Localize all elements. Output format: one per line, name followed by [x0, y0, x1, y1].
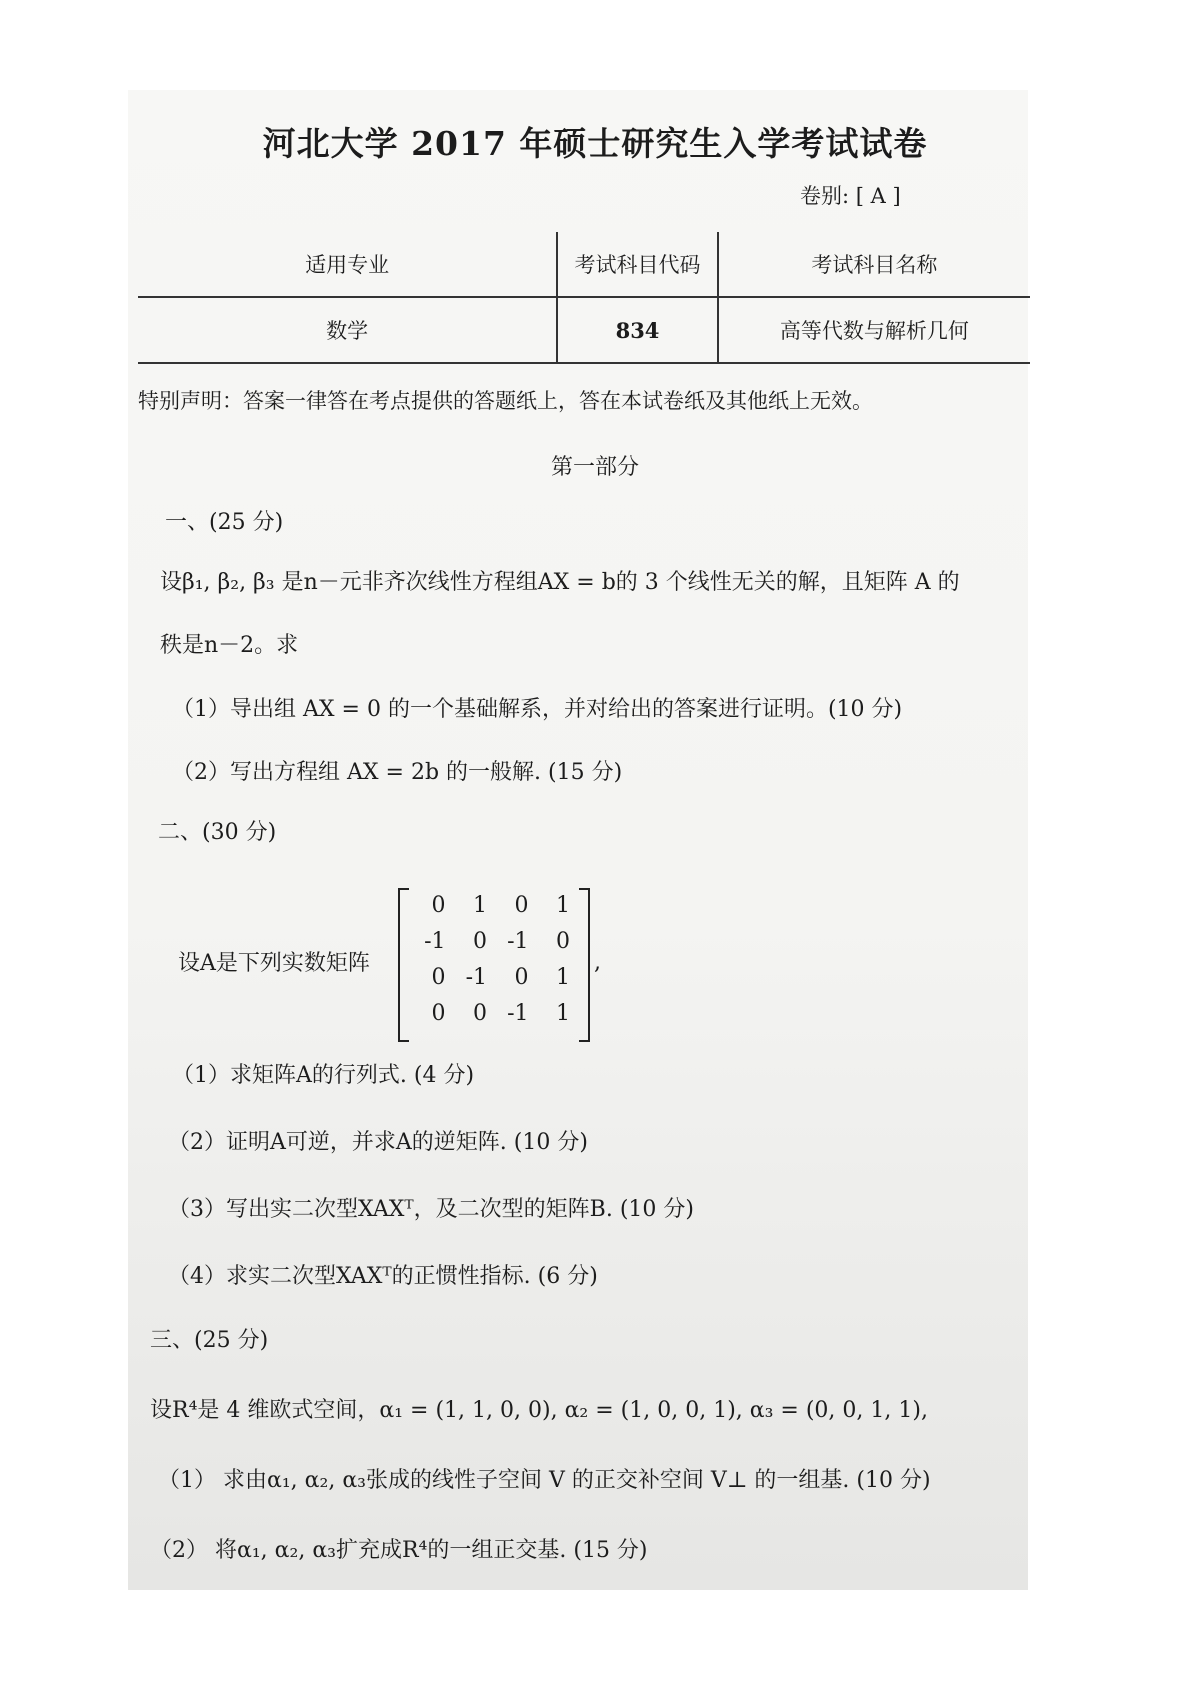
matrix-entries: [410, 894, 576, 1026]
matrix-right-bracket: [579, 888, 590, 1042]
q1-stem-line2: 秩是n－2。求: [160, 633, 299, 658]
exam-title: 河北大学 2017 年硕士研究生入学考试试卷: [262, 124, 928, 163]
value-subject-name: 高等代数与解析几何: [718, 297, 1030, 363]
matrix-entry: 0: [473, 929, 487, 954]
matrix-entry: 1: [556, 1001, 570, 1026]
q2-heading: 二、(30 分): [158, 820, 277, 845]
q2-sub1: （1）求矩阵A的行列式. (4 分): [172, 1063, 475, 1088]
matrix-entry: 0: [473, 1001, 487, 1026]
matrix-entry: -1: [507, 1001, 529, 1026]
matrix-entry: 0: [556, 929, 570, 954]
matrix-entry: 0: [514, 893, 529, 918]
header-subject-name: 考试科目名称: [718, 232, 1030, 297]
matrix-entry: 0: [431, 1001, 446, 1026]
q3-sub1: （1） 求由α₁, α₂, α₃张成的线性子空间 V 的正交补空间 V⊥ 的一组基. (10 分): [158, 1468, 931, 1493]
q1-sub2: （2）写出方程组 AX = 2b 的一般解. (15 分): [172, 760, 623, 785]
q2-sub4: （4）求实二次型XAXᵀ的正惯性指标. (6 分): [168, 1264, 598, 1289]
header-major: 适用专业: [138, 232, 557, 297]
q1-stem-line1: 设β₁, β₂, β₃ 是n－元非齐次线性方程组AX = b的 3 个线性无关的解，且矩阵 A 的: [160, 570, 960, 595]
q2-sub2: （2）证明A可逆，并求A的逆矩阵. (10 分): [168, 1130, 588, 1155]
paper-type-label: 卷别: [ A ]: [800, 184, 901, 208]
matrix-entry: 0: [514, 965, 529, 990]
value-subject-code: 834: [557, 297, 718, 363]
matrix-A: [398, 888, 590, 1038]
matrix-entry: -1: [465, 965, 487, 990]
q3-heading: 三、(25 分): [150, 1328, 269, 1353]
value-major: 数学: [138, 297, 557, 363]
matrix-left-bracket: [398, 888, 409, 1042]
matrix-entry: 1: [473, 893, 487, 918]
q1-sub1: （1）导出组 AX = 0 的一个基础解系，并对给出的答案进行证明。(10 分): [172, 697, 903, 722]
q2-matrix-label: 设A是下列实数矩阵: [178, 951, 370, 976]
table-value-row: [138, 297, 1030, 363]
q1-heading: 一、(25 分): [165, 510, 284, 535]
subject-info-table: [138, 232, 1030, 364]
matrix-entry: -1: [507, 929, 529, 954]
q2-sub3: （3）写出实二次型XAXᵀ，及二次型的矩阵B. (10 分): [168, 1197, 694, 1222]
part-title: 第一部分: [550, 455, 639, 480]
matrix-entry: 0: [431, 893, 446, 918]
q3-sub2: （2） 将α₁, α₂, α₃扩充成R⁴的一组正交基. (15 分): [150, 1538, 648, 1563]
special-notice: 特别声明：答案一律答在考点提供的答题纸上，答在本试卷纸及其他纸上无效。: [138, 389, 873, 413]
matrix-tail: ,: [594, 950, 601, 975]
matrix-entry: 0: [431, 965, 446, 990]
matrix-entry: 1: [556, 893, 570, 918]
matrix-entry: 1: [556, 965, 570, 990]
matrix-entry: -1: [424, 929, 446, 954]
header-subject-code: 考试科目代码: [557, 232, 718, 297]
table-header-row: [138, 232, 1030, 297]
q3-stem: 设R⁴是 4 维欧式空间，α₁ = (1, 1, 0, 0), α₂ = (1, 0, 0, 1), α₃ = (0, 0, 1, 1),: [150, 1398, 928, 1423]
